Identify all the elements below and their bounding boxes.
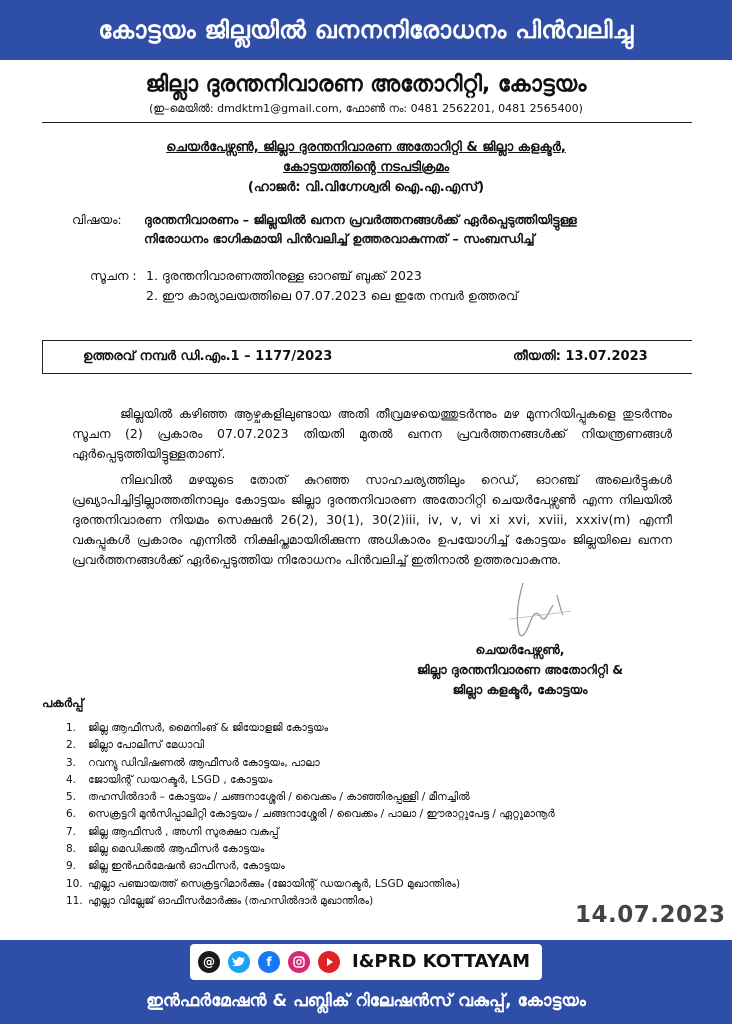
facebook-icon[interactable]: f [258,951,280,973]
list-item [66,755,706,772]
copy-to-list [66,720,706,910]
list-item-number: 9. [66,860,77,873]
body-paragraph-2-text: നിലവിൽ മഴയുടെ തോത് കുറഞ്ഞ സാഹചര്യത്തിലും റെഡ്, ഓറഞ്ച് അലെർട്ടുകൾ പ്രഖ്യാപിച്ചിട്ടില്ലാത്തതിനാലും കോട്ടയം ജില്ലാ ദുരന്തനിവാരണ അതോറിറ്റി ചെയർപേഴ്സൺ എന്ന നിലയിൽ ദുരന്തനിവാരണ നിയമം സെക്ഷൻ 26(2), 30(1), 30(2)iii, iv, v, vi xi xvi, xviii, xxxiv(m) എന്നീ വകുപ്പുകൾ പ്രകാരം എന്നിൽ നിക്ഷിപ്തമായിരിക്കുന്ന അധികാരം ഉപയോഗിച്ച് കോട്ടയം ജില്ലയിലെ ഖനന പ്രവർത്തനങ്ങൾക്ക് ഏർപ്പെടുത്തിയ നിരോധനം പിൻവലിച്ച് ഇതിനാൽ ഉത്തരവാകുന്നു. [72,472,672,567]
proceedings-line-2: കോട്ടയത്തിന്റെ നടപടിക്രമം [282,160,450,175]
list-item-text: തഹസിൽദാർ – കോട്ടയം / ചങ്ങനാശ്ശേരി / വൈക്കം / കാഞ്ഞിരപ്പള്ളി / മീനച്ചിൽ [88,791,470,804]
order-number: ഉത്തരവ് നമ്പർ ഡി.എം.1 – 1177/2023 [83,349,333,364]
body-paragraph-1 [72,404,672,464]
headline-banner [0,0,732,60]
headline-text: കോട്ടയം ജില്ലയിൽ ഖനനനിരോധനം പിൻവലിച്ചു [98,16,634,44]
list-item-number: 7. [66,825,77,838]
list-item-text: ജില്ല മെഡിക്കൽ ആഫീസർ കോട്ടയം [88,843,265,856]
reference-item: 1. ദുരന്തനിവാരണത്തിനുള്ള ഓറഞ്ച് ബുക്ക് 2023 [146,268,422,283]
instagram-icon[interactable] [288,951,310,973]
list-item-number: 11. [66,894,83,907]
order-number-box [42,340,692,374]
list-item [66,841,706,858]
list-item-number: 1. [66,722,77,734]
list-item [66,858,706,875]
publish-date-stamp: 14.07.2023 [575,902,726,928]
list-item-text: എല്ലാ വില്ലേജ് ഓഫീസർമാർക്കും (തഹസിൽദാർ മുഖാന്തിരം) [88,894,374,907]
signature-image [505,575,575,645]
subject-line-1: ദുരന്തനിവാരണം – ജില്ലയിൽ ഖനന പ്രവർത്തനങ്ങൾക്ക് ഏർപ്പെടുത്തിയിട്ടുള്ള [144,212,577,227]
department-name: ഇൻഫർമേഷൻ & പബ്ലിക് റിലേഷൻസ് വകുപ്പ്, കോട്ടയം [146,991,586,1011]
contact-line: (ഇ–മെയിൽ: dmdktm1@gmail.com, ഫോൺ നം: 0481 2562201, 0481 2565400) [149,102,583,115]
signatory-block [370,640,670,700]
order-date: തീയതി: 13.07.2023 [513,349,648,364]
list-item-text: ജില്ല ഇൻഫർമേഷൻ ഓഫീസർ, കോട്ടയം [88,860,285,873]
list-item-text: സെക്രട്ടറി മുൻസിപ്പാലിറ്റി കോട്ടയം / ചങ്ങനാശ്ശേരി / വൈക്കം / പാലാ / ഈരാറ്റുപേട്ട / ഏറ്റുമാനൂർ [88,808,555,821]
list-item [66,824,706,841]
list-item [66,806,706,823]
subject-label: വിഷയം: [72,212,122,227]
list-item-number: 8. [66,843,77,856]
list-item [66,737,706,754]
list-item-number: 4. [66,773,77,786]
department-handle: I&PRD KOTTAYAM [352,951,531,972]
list-item [66,720,706,737]
list-item-text: ജില്ല ആഫീസർ , അഗ്നി സുരക്ഷാ വകുപ്പ് [88,825,279,838]
signatory-line-1: ചെയർപേഴ്സൺ, [475,642,565,657]
letterhead-divider [42,122,692,123]
youtube-icon[interactable] [318,951,340,973]
order-document [0,60,732,940]
list-item-number: 3. [66,756,77,769]
authority-name: ജില്ലാ ദുരന്തനിവാരണ അതോറിറ്റി, കോട്ടയം [145,72,587,97]
signatory-line-2: ജില്ലാ ദുരന്തനിവാരണ അതോറിറ്റി & [416,662,624,677]
body-paragraph-1-text: ജില്ലയിൽ കഴിഞ്ഞ ആഴ്ചകളിലുണ്ടായ അതി തീവ്രമഴയെത്തുടർന്നും മഴ മുന്നറിയിപ്പുകളെ തുടർന്നും സൂചന (2) പ്രകാരം 07.07.2023 തിയതി മുതൽ ഖനന പ്രവർത്തനങ്ങൾക്ക് നിയന്ത്രണങ്ങൾ ഏർപ്പെടുത്തിയിട്ടുള്ളതാണ്. [72,406,672,461]
twitter-icon[interactable] [228,951,250,973]
subject-line-2: നിരോധനം ഭാഗികമായി പിൻവലിച്ച് ഉത്തരവാകുന്നത് – സംബന്ധിച്ച് [144,231,535,246]
social-links-pill [190,944,542,980]
reference-label: സൂചന : [90,268,137,283]
list-item [66,789,706,806]
list-item-text: ജോയിന്റ് ഡയറക്ടർ, LSGD , കോട്ടയം [88,773,273,786]
list-item-number: 6. [66,808,77,821]
list-item-number: 2. [66,739,77,752]
list-item-number: 5. [66,791,77,804]
footer-bar [0,940,732,1024]
list-item-text: ജില്ലാ പോലീസ് മേധാവി [88,739,204,752]
list-item [66,876,706,893]
body-paragraph-2 [72,470,672,570]
reference-item: 2. ഈ കാര്യാലയത്തിലെ 07.07.2023 ലെ ഇതേ നമ്പർ ഉത്തരവ് [146,288,519,303]
list-item-number: 10. [66,877,83,890]
list-item-text: റവന്യു ഡിവിഷണൽ ആഫീസർ കോട്ടയം, പാലാ [88,756,320,769]
list-item-text: എല്ലാ പഞ്ചായത്ത് സെക്രട്ടറിമാർക്കും (ജോയിന്റ് ഡയറക്ടർ, LSGD മുഖാന്തിരം) [88,877,461,890]
list-item [66,772,706,789]
threads-icon[interactable]: @ [198,951,220,973]
proceedings-line-1: ചെയർപേഴ്സൺ, ജില്ലാ ദുരന്തനിവാരണ അതോറിറ്റി & ജില്ലാ കളക്ടർ, [166,140,566,155]
signatory-line-3: ജില്ലാ കളക്ടർ, കോട്ടയം [452,682,588,697]
present-officer: (ഹാജർ: വി.വിഗ്നേശ്വരി ഐ.എ.എസ്) [247,180,485,195]
copy-to-label: പകർപ്പ് [42,696,84,710]
list-item-text: ജില്ല ആഫീസർ, മൈനിംങ് & ജിയോളജി കോട്ടയം [88,722,329,734]
